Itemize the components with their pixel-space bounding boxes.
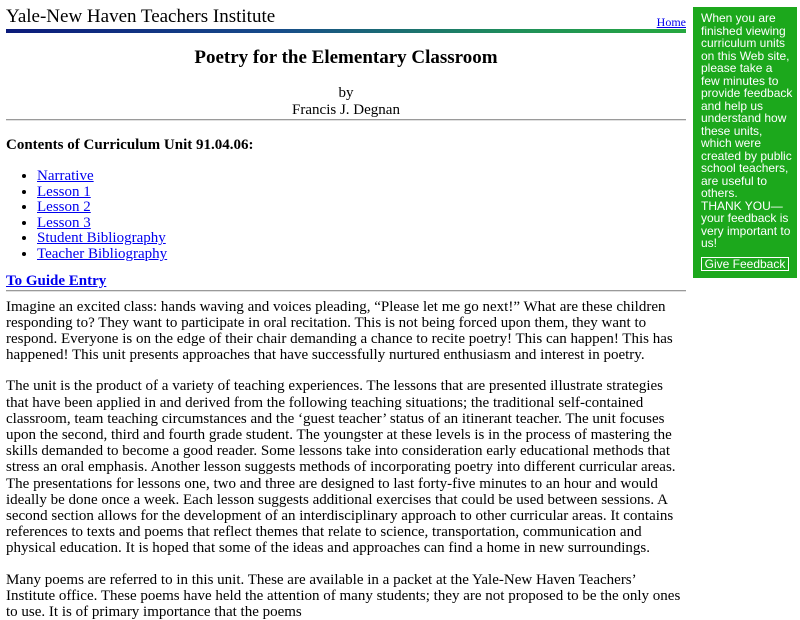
toc-link-student-bibliography[interactable]: Student Bibliography — [37, 230, 166, 247]
feedback-thanks: THANK YOU— your feedback is very important to us! — [701, 198, 791, 250]
toc-item — [37, 231, 686, 247]
header-gradient-bar — [6, 29, 686, 33]
toc-link-lesson-1[interactable]: Lesson 1 — [37, 183, 91, 200]
toc-link-narrative[interactable]: Narrative — [37, 168, 94, 184]
feedback-panel — [693, 7, 797, 278]
author-name: Francis J. Degnan — [292, 102, 400, 118]
table-of-contents — [6, 169, 686, 263]
divider — [6, 119, 686, 121]
byline-by: by — [338, 85, 354, 101]
home-link[interactable]: Home — [656, 15, 686, 29]
divider — [6, 290, 686, 292]
site-title: Yale-New Haven Teachers Institute — [6, 6, 276, 27]
give-feedback-button[interactable]: Give Feedback — [701, 257, 789, 271]
byline — [6, 85, 686, 119]
site-header — [6, 6, 686, 36]
toc-link-teacher-bibliography[interactable]: Teacher Bibliography — [37, 245, 168, 262]
guide-entry-link[interactable]: To Guide Entry — [6, 272, 107, 289]
body-paragraph: The unit is the product of a variety of teaching experiences. The lessons that are presented illustrate strategies that have been applied in and derived from the following teaching situations; the traditional self-contained classroom, team teaching circumstances and the ‘guest teacher’ status of an itinerant teacher. The unit focuses upon the second, third and fourth grade student. The youngster at these levels is in the process of mastering the skills demanded to become a good reader. Some lessons take into consideration early educational methods that stress an oral emphasis. Another lesson suggests methods of incorporating poetry into different curricular areas. The presentations for lessons one, two and three are designed to last forty-five minutes to an hour and would ideally be done once a week. Each lesson suggests additional exercises that could be used between sessions. A second section allows for the development of an interdisciplinary approach to other curricular areas. It contains references to texts and poems that reflect themes that relate to science, transportation, communication and physical education. It is hoped that some of the ideas and approaches can find a home in new surroundings. — [6, 378, 676, 557]
toc-item — [37, 169, 686, 185]
feedback-message: When you are finished viewing curriculum units on this Web site, please take a few minutes to provide feedback and help us understand how these units, which were created by public school teachers, are useful to others. — [701, 11, 793, 200]
toc-item — [37, 185, 686, 201]
toc-item — [37, 247, 686, 263]
toc-item — [37, 200, 686, 216]
contents-heading: Contents of Curriculum Unit 91.04.06: — [6, 137, 254, 153]
main-content — [6, 36, 686, 620]
unit-title: Poetry for the Elementary Classroom — [194, 47, 498, 68]
toc-link-lesson-2[interactable]: Lesson 2 — [37, 199, 91, 216]
body-paragraph: Imagine an excited class: hands waving and voices pleading, “Please let me go next!” What are these children responding to? They want to participate in oral recitation. This is not being forced upon them, they want to respond. Everyone is on the edge of their chair demanding a chance to recite poetry! This can happen! This has happened! This unit presents approaches that have successfully nurtured enthusiasm and interest in poetry. — [6, 298, 673, 364]
toc-link-lesson-3[interactable]: Lesson 3 — [37, 214, 91, 231]
toc-item — [37, 216, 686, 232]
body-paragraph: Many poems are referred to in this unit. These are available in a packet at the Yale-New Haven Teachers’ Institute office. These poems have held the attention of many students; they are not proposed to be the only ones to use. It is of primary importance that the poems — [6, 571, 681, 620]
